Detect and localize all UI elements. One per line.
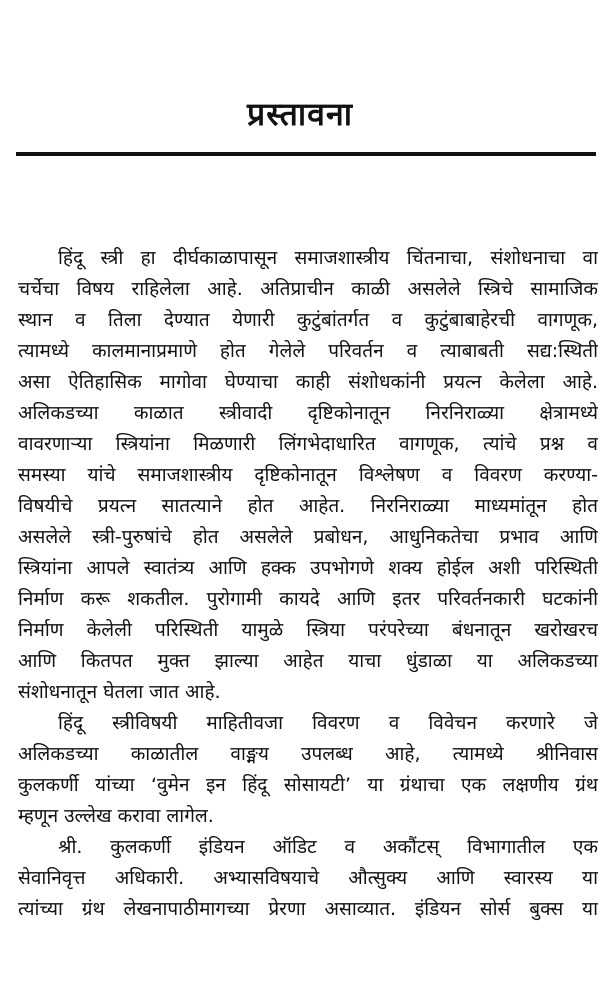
text-line: वावरणाऱ्या स्त्रियांना मिळणारी लिंगभेदाधारित वागणूक, त्यांचे प्रश्न व bbox=[18, 433, 598, 455]
text-line: हिंदू स्त्रीविषयी माहितीवजा विवरण व विवेचन करणारे जे bbox=[58, 712, 598, 734]
text-line: असा ऐतिहासिक मागोवा घेण्याचा काही संशोधकांनी प्रयत्न केलेला आहे. bbox=[18, 371, 598, 393]
text-line: चर्चेचा विषय राहिलेला आहे. अतिप्राचीन काळी असलेले स्त्रिचे सामाजिक bbox=[18, 278, 598, 300]
text-line: कुलकर्णी यांच्या ‘वुमेन इन हिंदू सोसायटी’ या ग्रंथाचा एक लक्षणीय ग्रंथ bbox=[18, 774, 598, 796]
text-line: सेवानिवृत्त अधिकारी. अभ्यासविषयाचे औत्सुक्य आणि स्वारस्य या bbox=[18, 867, 598, 889]
text-line: श्री. कुलकर्णी इंडियन ऑडिट व अकौंटस् विभागातील एक bbox=[58, 836, 598, 858]
text-line: हिंदू स्त्री हा दीर्घकाळापासून समाजशास्त्रीय चिंतनाचा, संशोधनाचा वा bbox=[58, 247, 598, 269]
body-text bbox=[18, 243, 598, 925]
text-line: आणि कितपत मुक्त झाल्या आहेत याचा धुंडाळा या अलिकडच्या bbox=[18, 650, 598, 672]
text-line: स्त्रियांना आपले स्वातंत्र्य आणि हक्क उपभोगणे शक्य होईल अशी परिस्थिती bbox=[18, 557, 598, 579]
text-line: संशोधनातून घेतला जात आहे. bbox=[18, 681, 221, 703]
text-line: त्यामध्ये कालमानाप्रमाणे होत गेलेले परिवर्तन व त्याबाबती सद्य:स्थिती bbox=[18, 340, 598, 362]
text-line: त्यांच्या ग्रंथ लेखनापाठीमागच्या प्रेरणा असाव्यात. इंडियन सोर्स बुक्स या bbox=[18, 898, 598, 920]
text-line: असलेले स्त्री-पुरुषांचे होत असलेले प्रबोधन, आधुनिकतेचा प्रभाव आणि bbox=[18, 526, 598, 548]
title-rule bbox=[16, 152, 596, 156]
text-line: निर्माण करू शकतील. पुरोगामी कायदे आणि इतर परिवर्तनकारी घटकांनी bbox=[18, 588, 598, 610]
text-line: निर्माण केलेली परिस्थिती यामुळे स्त्रिया परंपरेच्या बंधनातून खरोखरच bbox=[18, 619, 598, 641]
text-line: समस्या यांचे समाजशास्त्रीय दृष्टिकोनातून विश्लेषण व विवरण करण्या- bbox=[18, 464, 598, 486]
text-line: अलिकडच्या काळातील वाङ्मय उपलब्ध आहे, त्यामध्ये श्रीनिवास bbox=[18, 743, 598, 765]
text-line: अलिकडच्या काळात स्त्रीवादी दृष्टिकोनातून निरनिराळ्या क्षेत्रामध्ये bbox=[18, 402, 598, 424]
text-line: विषयीचे प्रयत्न सातत्याने होत आहेत. निरनिराळ्या माध्यमांतून होत bbox=[18, 495, 598, 517]
text-line: म्हणून उल्लेख करावा लागेल. bbox=[18, 805, 214, 827]
text-line: स्थान व तिला देण्यात येणारी कुटुंबांतर्गत व कुटुंबाबाहेरची वागणूक, bbox=[18, 309, 598, 331]
page-title: प्रस्तावना bbox=[246, 95, 354, 133]
